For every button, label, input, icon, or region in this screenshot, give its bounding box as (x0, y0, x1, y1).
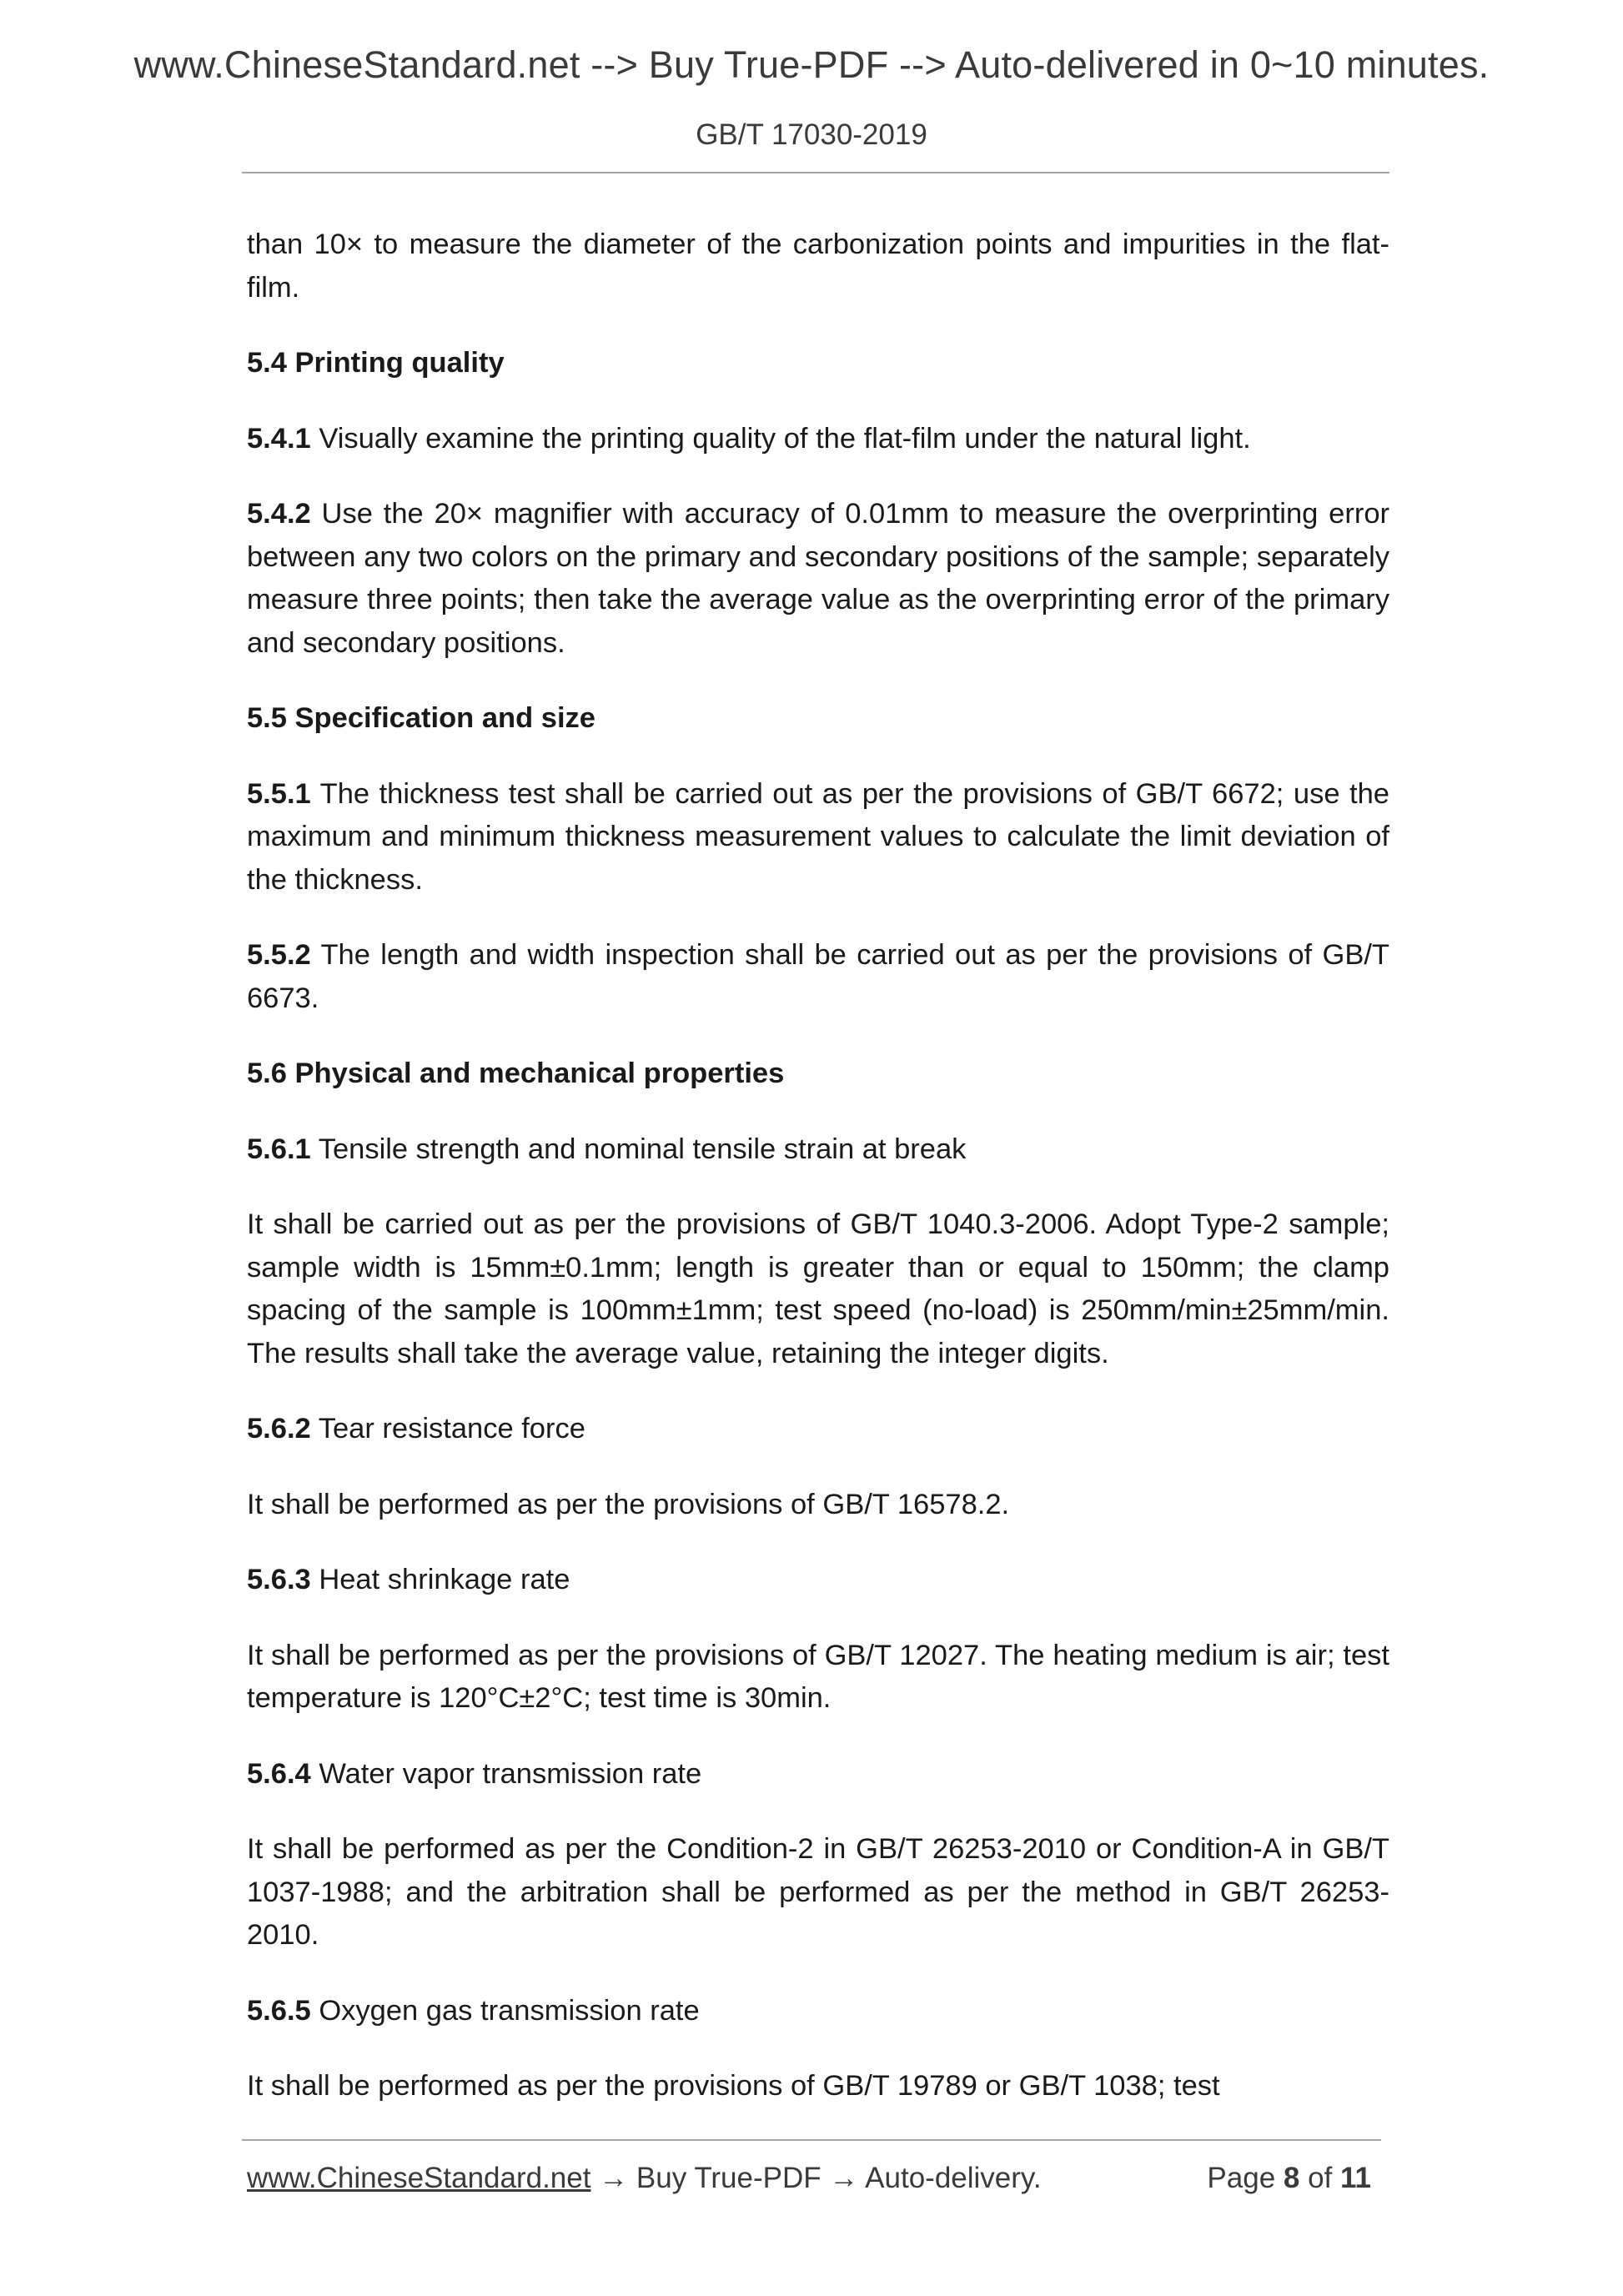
clause-text: The thickness test shall be carried out as per the provisions of GB/T 6672; use the maximum and minimum thickness measurement values to calculate the limit deviation of the thickness. (247, 777, 1389, 896)
page-current: 8 (1283, 2162, 1300, 2194)
clause-5-6-1 (247, 1128, 1389, 1172)
clause-text: Water vapor transmission rate (310, 1757, 702, 1790)
clause-5-6-4-body: It shall be performed as per the Condition-2 in GB/T 26253-2010 or Condition-A in GB/T 1037-1988; and the arbitration shall be performed as per the method in GB/T 26253-2010. (247, 1833, 1389, 1951)
clause-5-5-2 (247, 934, 1389, 1020)
document-code: GB/T 17030-2019 (696, 118, 927, 151)
clause-5-4-1 (247, 418, 1389, 461)
clause-number: 5.6.2 (247, 1413, 311, 1444)
clause-5-6-4 (247, 1753, 1389, 1796)
clause-text: Tensile strength and nominal tensile strain at break (310, 1133, 967, 1165)
paragraph-continuation: than 10× to measure the diameter of the carbonization points and impurities in the flat-film. (247, 229, 1389, 304)
clause-number: 5.6.5 (247, 1994, 311, 2027)
clause-5-6-2-body: It shall be performed as per the provisions of GB/T 16578.2. (247, 1488, 1010, 1520)
clause-number: 5.6.4 (247, 1757, 311, 1790)
clause-number: 5.4.1 (247, 422, 311, 455)
clause-text: The length and width inspection shall be carried out as per the provisions of GB/T 6673. (247, 939, 1389, 1014)
clause-5-6-3-body: It shall be performed as per the provisions of GB/T 12027. The heating medium is air; test temperature is 120°C±2°C; test time is 30min. (247, 1639, 1389, 1714)
page-of: of (1299, 2162, 1340, 2194)
footer-promo (247, 2162, 1042, 2195)
clause-number: 5.5.2 (247, 939, 311, 971)
top-banner: www.ChineseStandard.net --> Buy True-PDF --> Auto-delivered in 0~10 minutes. (133, 43, 1490, 86)
clause-text: Visually examine the printing quality of the flat-film under the natural light. (310, 422, 1251, 455)
clause-text: Tear resistance force (310, 1413, 585, 1444)
footer-divider (242, 2139, 1381, 2141)
clause-number: 5.6.1 (247, 1133, 311, 1165)
page-label: Page (1207, 2162, 1284, 2194)
clause-number: 5.4.2 (247, 498, 311, 530)
header-divider (242, 172, 1389, 173)
page-total: 11 (1340, 2162, 1371, 2194)
clause-text: Oxygen gas transmission rate (310, 1994, 700, 2027)
heading-5-4: 5.4 Printing quality (247, 347, 505, 379)
page-number (1207, 2162, 1371, 2195)
clause-5-6-1-body: It shall be carried out as per the provisions of GB/T 1040.3-2006. Adopt Type-2 sample; sample width is 15mm±0.1mm; length is greater than or equal to 150mm; the clamp spacing of the sample is 100mm±1mm; test speed (no-load) is 250mm/min±25mm/min. The results shall take the average value, retaining the integer digits. (247, 1208, 1389, 1369)
clause-number: 5.6.3 (247, 1564, 311, 1595)
clause-text: Heat shrinkage rate (310, 1564, 570, 1595)
clause-5-6-2 (247, 1408, 1389, 1451)
clause-text: Use the 20× magnifier with accuracy of 0.01mm to measure the overprinting error between any two colors on the primary and secondary positions of the sample; separately measure three points; then take the average value as the overprinting error of the primary and secondary positions. (247, 498, 1389, 659)
heading-5-6: 5.6 Physical and mechanical properties (247, 1058, 785, 1089)
clause-5-6-5 (247, 1990, 1389, 2033)
clause-5-6-3 (247, 1559, 1389, 1602)
page-content (247, 224, 1389, 2141)
clause-number: 5.5.1 (247, 777, 311, 810)
footer-site-link[interactable]: www.ChineseStandard.net (247, 2162, 591, 2194)
clause-5-6-5-body: It shall be performed as per the provisions of GB/T 19789 or GB/T 1038; test (247, 2070, 1220, 2102)
clause-5-5-1 (247, 773, 1389, 902)
heading-5-5: 5.5 Specification and size (247, 702, 595, 734)
clause-5-4-2 (247, 493, 1389, 665)
footer-tagline: → Buy True-PDF → Auto-delivery. (590, 2162, 1042, 2194)
